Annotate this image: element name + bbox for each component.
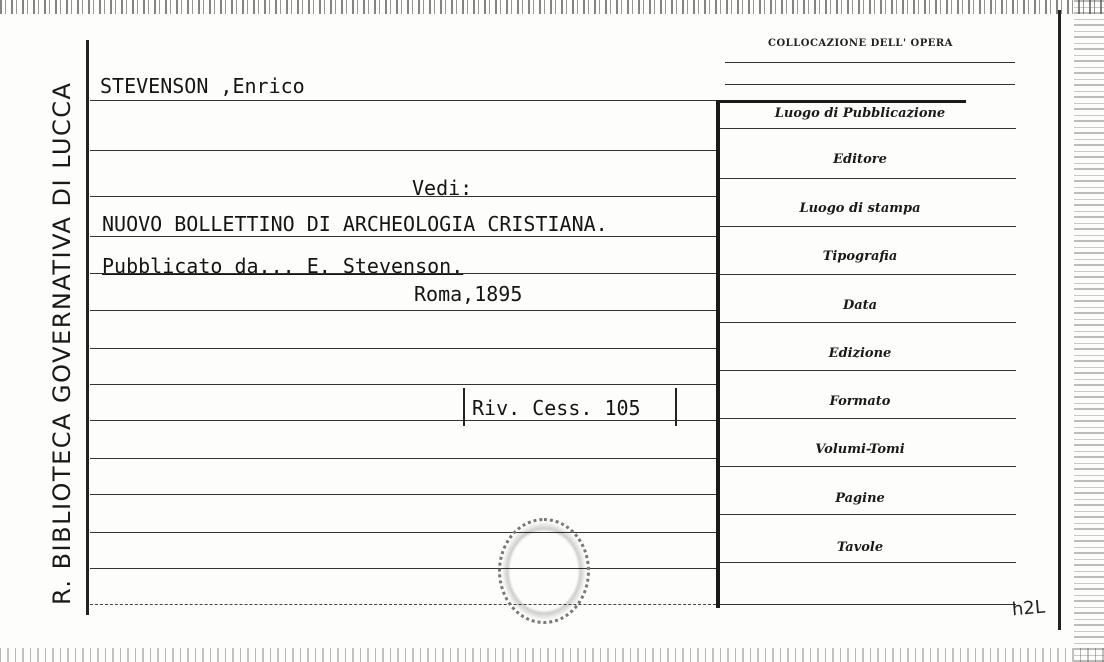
collocazione-header: COLLOCAZIONE DELL' OPERA [768, 38, 953, 49]
rule-line [720, 226, 1016, 227]
rule-line [725, 84, 1015, 85]
rule-line [725, 62, 1015, 63]
rule-line [90, 236, 716, 237]
card-right-border [1058, 10, 1061, 630]
column-divider-top [716, 100, 966, 103]
rule-line [90, 458, 716, 459]
rule-line [90, 604, 716, 605]
rule-line [90, 150, 716, 151]
place-year: Roma,1895 [414, 282, 523, 306]
field-label-edizione: Edizione [828, 346, 892, 361]
vedi-label: Vedi: [412, 176, 473, 200]
rule-line [90, 348, 716, 349]
rule-line [90, 100, 716, 101]
scan-edge-right [1074, 0, 1104, 662]
rule-line [90, 384, 716, 385]
reference-code: Riv. Cess. 105 [472, 396, 641, 420]
rule-line [720, 604, 1016, 605]
field-label-editore: Editore [833, 152, 887, 167]
field-label-formato: Formato [829, 394, 891, 409]
rule-line [720, 562, 1016, 563]
field-label-volumi-tomi: Volumi-Tomi [815, 442, 905, 457]
author-name: STEVENSON ,Enrico [100, 74, 305, 98]
column-divider [716, 100, 720, 608]
field-label-tavole: Tavole [836, 540, 884, 555]
title-line: NUOVO BOLLETTINO DI ARCHEOLOGIA CRISTIANA. [102, 212, 608, 236]
rule-line [90, 310, 716, 311]
published-line: Pubblicato da... E. Stevenson. [102, 254, 464, 278]
rule-line [720, 514, 1016, 515]
rule-line [720, 274, 1016, 275]
rule-line [90, 532, 716, 533]
library-stamp [498, 518, 590, 624]
rule-line [720, 178, 1016, 179]
rule-line [720, 322, 1016, 323]
field-label-data: Data [842, 298, 878, 313]
rule-line [720, 128, 1016, 129]
field-label-pagine: Pagine [835, 491, 885, 506]
rule-line [720, 466, 1016, 467]
card-left-border [86, 40, 89, 615]
rule-line [90, 494, 716, 495]
field-label-luogo-stampa: Luogo di stampa [799, 201, 921, 216]
rule-line [720, 418, 1016, 419]
rule-line [90, 196, 716, 197]
handwritten-number: h2L [1011, 596, 1046, 621]
rule-line [720, 370, 1016, 371]
scan-edge-bottom [0, 648, 1104, 662]
scan-edge-top [0, 0, 1104, 14]
field-label-tipografia: Tipografia [822, 249, 898, 264]
rule-line [90, 568, 716, 569]
institution-label: R. BIBLIOTECA GOVERNATIVA DI LUCCA [48, 81, 76, 605]
field-label-luogo-pubblicazione: Luogo di Pubblicazione [774, 106, 946, 121]
